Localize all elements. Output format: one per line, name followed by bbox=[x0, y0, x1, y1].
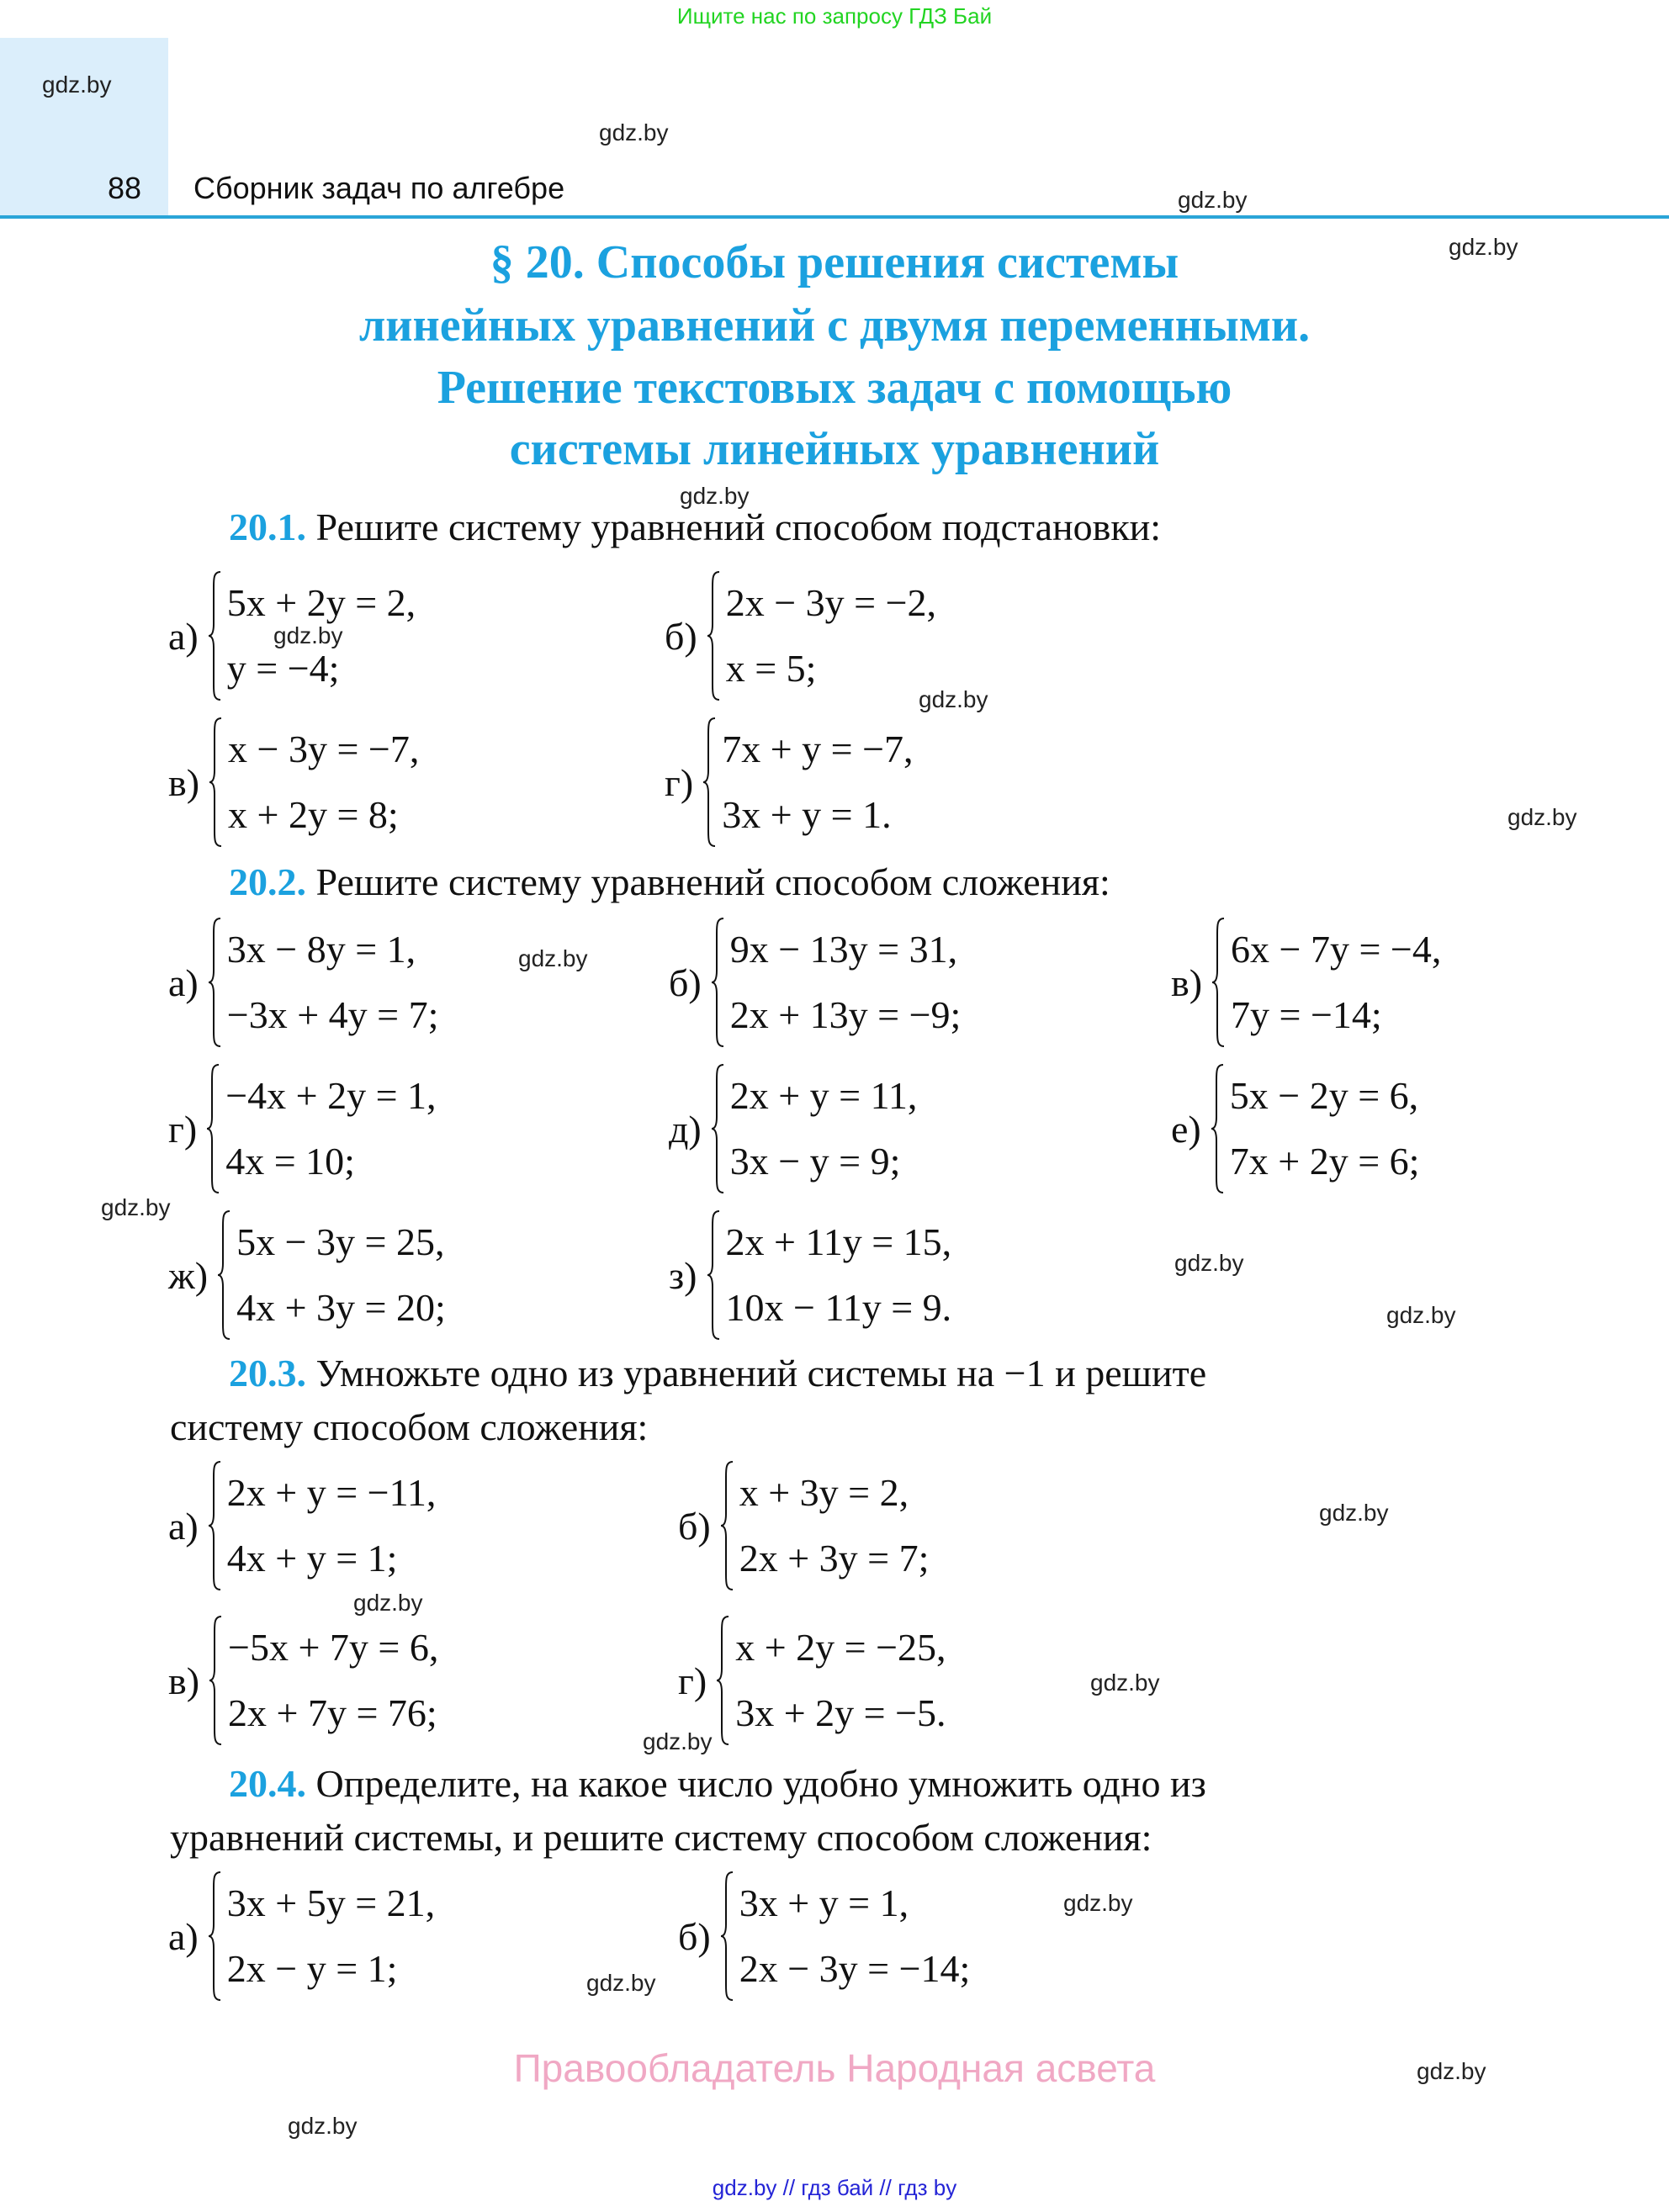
equation-2: 3x + y = 1. bbox=[722, 793, 892, 836]
task-20-4-text-cont: уравнений системы, и решите систему способом сложения: bbox=[170, 1816, 1152, 1859]
item-label: г) bbox=[665, 760, 694, 804]
system-item bbox=[168, 1209, 446, 1341]
brace-icon bbox=[207, 917, 222, 1048]
page-number-box bbox=[0, 38, 168, 216]
task-text: Решите систему уравнений способом подстановки: bbox=[315, 505, 1162, 548]
brace-icon bbox=[216, 1209, 231, 1341]
task-number: 20.4. bbox=[229, 1762, 306, 1805]
item-label: г) bbox=[678, 1659, 707, 1702]
equation-2: 2x − 3y = −14; bbox=[739, 1947, 971, 1990]
equation-1: 3x + y = 1, bbox=[739, 1881, 909, 1924]
equation-2: 10x − 11y = 9. bbox=[725, 1286, 952, 1329]
watermark: gdz.by bbox=[1090, 1670, 1160, 1696]
task-number: 20.2. bbox=[229, 860, 306, 903]
bottom-site-links[interactable]: gdz.by // гдз бай // гдз by bbox=[712, 2175, 957, 2200]
brace-icon bbox=[706, 570, 721, 701]
watermark: gdz.by bbox=[919, 686, 988, 712]
section-title-line-4: системы линейных уравнений bbox=[509, 423, 1160, 475]
system-item bbox=[669, 1063, 917, 1194]
copyright-notice: Правообладатель Народная асвета bbox=[513, 2046, 1156, 2090]
system-item bbox=[168, 717, 419, 848]
system-item bbox=[168, 1615, 438, 1746]
section-title-line-1: § 20. Способы решения системы bbox=[490, 236, 1179, 288]
item-label: в) bbox=[168, 1659, 200, 1702]
equation-1: 5x − 3y = 25, bbox=[236, 1220, 445, 1263]
task-20-2-header bbox=[229, 860, 1110, 904]
watermark: gdz.by bbox=[288, 2113, 358, 2139]
equation-2: 7y = −14; bbox=[1231, 993, 1382, 1036]
equation-2: y = −4; bbox=[226, 647, 340, 690]
brace-icon bbox=[208, 1615, 223, 1746]
equation-2: 2x + 3y = 7; bbox=[739, 1537, 930, 1580]
top-search-banner: Ищите нас по запросу ГДЗ Бай bbox=[676, 3, 993, 29]
equation-1: 9x − 13y = 31, bbox=[729, 928, 958, 971]
task-text: Умножьте одно из уравнений системы на −1 и решите bbox=[315, 1352, 1207, 1394]
watermark: gdz.by bbox=[643, 1728, 713, 1754]
equation-2: 7x + 2y = 6; bbox=[1229, 1140, 1420, 1183]
brace-icon bbox=[710, 917, 725, 1048]
equation-2: 4x + y = 1; bbox=[226, 1537, 398, 1580]
equation-2: −3x + 4y = 7; bbox=[226, 993, 439, 1036]
equation-2: x + 2y = 8; bbox=[228, 793, 399, 836]
watermark: gdz.by bbox=[586, 1970, 656, 1996]
item-label: б) bbox=[678, 1504, 711, 1548]
equation-1: 2x + y = −11, bbox=[226, 1471, 437, 1514]
item-label: б) bbox=[678, 1914, 711, 1958]
brace-icon bbox=[715, 1615, 730, 1746]
brace-icon bbox=[205, 1063, 220, 1194]
page-number: 88 bbox=[108, 171, 142, 205]
watermark: gdz.by bbox=[1174, 1250, 1244, 1276]
brace-icon bbox=[208, 717, 223, 848]
equation-2: 3x − y = 9; bbox=[729, 1140, 901, 1183]
equation-2: 2x − y = 1; bbox=[226, 1947, 398, 1990]
system-item bbox=[168, 1460, 436, 1591]
equation-1: 6x − 7y = −4, bbox=[1231, 928, 1442, 971]
system-item bbox=[1171, 1063, 1419, 1194]
item-label: в) bbox=[168, 760, 200, 804]
equation-2: 2x + 7y = 76; bbox=[228, 1691, 437, 1734]
header-rule bbox=[0, 215, 1669, 219]
equation-1: 5x − 2y = 6, bbox=[1229, 1074, 1419, 1117]
watermark: gdz.by bbox=[1178, 187, 1248, 213]
section-title-line-2: линейных уравнений с двумя переменными. bbox=[358, 299, 1311, 352]
task-20-3-header bbox=[229, 1351, 1206, 1395]
brace-icon bbox=[207, 570, 222, 701]
watermark: gdz.by bbox=[518, 945, 588, 971]
brace-icon bbox=[207, 1871, 222, 2002]
item-label: а) bbox=[168, 1914, 199, 1958]
system-item bbox=[665, 570, 936, 701]
brace-icon bbox=[719, 1871, 734, 2002]
equation-1: 5x + 2y = 2, bbox=[226, 581, 416, 624]
system-item bbox=[168, 1063, 437, 1194]
task-20-4-header bbox=[229, 1761, 1206, 1806]
system-item bbox=[669, 1209, 951, 1341]
brace-icon bbox=[207, 1460, 222, 1591]
system-item bbox=[665, 717, 914, 848]
equation-1: 7x + y = −7, bbox=[722, 728, 914, 770]
task-number: 20.3. bbox=[229, 1352, 306, 1394]
item-label: з) bbox=[669, 1253, 697, 1297]
watermark: gdz.by bbox=[1449, 234, 1518, 260]
system-item bbox=[168, 917, 438, 1048]
brace-icon bbox=[719, 1460, 734, 1591]
system-item bbox=[678, 1615, 946, 1746]
equation-2: x = 5; bbox=[725, 647, 817, 690]
equation-1: 3x − 8y = 1, bbox=[226, 928, 416, 971]
equation-2: 2x + 13y = −9; bbox=[729, 993, 962, 1036]
running-title: Сборник задач по алгебре bbox=[193, 171, 565, 205]
task-text: Решите систему уравнений способом сложения: bbox=[315, 860, 1110, 903]
item-label: в) bbox=[1171, 960, 1203, 1004]
brace-icon bbox=[710, 1063, 725, 1194]
watermark: gdz.by bbox=[1063, 1890, 1133, 1916]
item-label: а) bbox=[168, 960, 199, 1004]
equation-1: x + 3y = 2, bbox=[739, 1471, 909, 1514]
item-label: г) bbox=[168, 1107, 198, 1151]
item-label: е) bbox=[1171, 1107, 1201, 1151]
task-number: 20.1. bbox=[229, 505, 306, 548]
watermark: gdz.by bbox=[273, 622, 343, 648]
watermark: gdz.by bbox=[353, 1590, 423, 1616]
watermark: gdz.by bbox=[42, 71, 112, 98]
brace-icon bbox=[702, 717, 717, 848]
system-item bbox=[168, 570, 416, 701]
system-item bbox=[678, 1460, 929, 1591]
equation-1: x − 3y = −7, bbox=[228, 728, 420, 770]
watermark: gdz.by bbox=[101, 1194, 171, 1220]
equation-2: 4x = 10; bbox=[225, 1140, 355, 1183]
item-label: б) bbox=[669, 960, 702, 1004]
watermark: gdz.by bbox=[1386, 1302, 1456, 1328]
equation-2: 3x + 2y = −5. bbox=[735, 1691, 946, 1734]
system-item bbox=[168, 1871, 435, 2002]
brace-icon bbox=[1210, 1063, 1225, 1194]
item-label: ж) bbox=[168, 1253, 209, 1297]
equation-1: −4x + 2y = 1, bbox=[225, 1074, 437, 1117]
system-item bbox=[1171, 917, 1441, 1048]
brace-icon bbox=[1211, 917, 1226, 1048]
equation-1: 3x + 5y = 21, bbox=[226, 1881, 436, 1924]
equation-1: −5x + 7y = 6, bbox=[228, 1626, 439, 1669]
system-item bbox=[678, 1871, 970, 2002]
equation-1: 2x + y = 11, bbox=[729, 1074, 918, 1117]
equation-2: 4x + 3y = 20; bbox=[236, 1286, 446, 1329]
system-item bbox=[669, 917, 961, 1048]
item-label: б) bbox=[665, 614, 697, 658]
item-label: а) bbox=[168, 614, 199, 658]
watermark: gdz.by bbox=[1507, 804, 1577, 830]
watermark: gdz.by bbox=[680, 483, 750, 509]
equation-1: 2x + 11y = 15, bbox=[725, 1220, 952, 1263]
watermark: gdz.by bbox=[1417, 2058, 1486, 2084]
task-20-1-header bbox=[229, 505, 1161, 549]
task-20-3-text-cont: систему способом сложения: bbox=[170, 1405, 649, 1448]
equation-1: 2x − 3y = −2, bbox=[725, 581, 937, 624]
item-label: а) bbox=[168, 1504, 199, 1548]
item-label: д) bbox=[669, 1107, 702, 1151]
brace-icon bbox=[706, 1209, 721, 1341]
watermark: gdz.by bbox=[1319, 1500, 1389, 1526]
equation-1: x + 2y = −25, bbox=[735, 1626, 946, 1669]
watermark: gdz.by bbox=[599, 119, 669, 146]
section-title-line-3: Решение текстовых задач с помощью bbox=[437, 362, 1232, 414]
task-text: Определите, на какое число удобно умножить одно из bbox=[315, 1762, 1206, 1805]
